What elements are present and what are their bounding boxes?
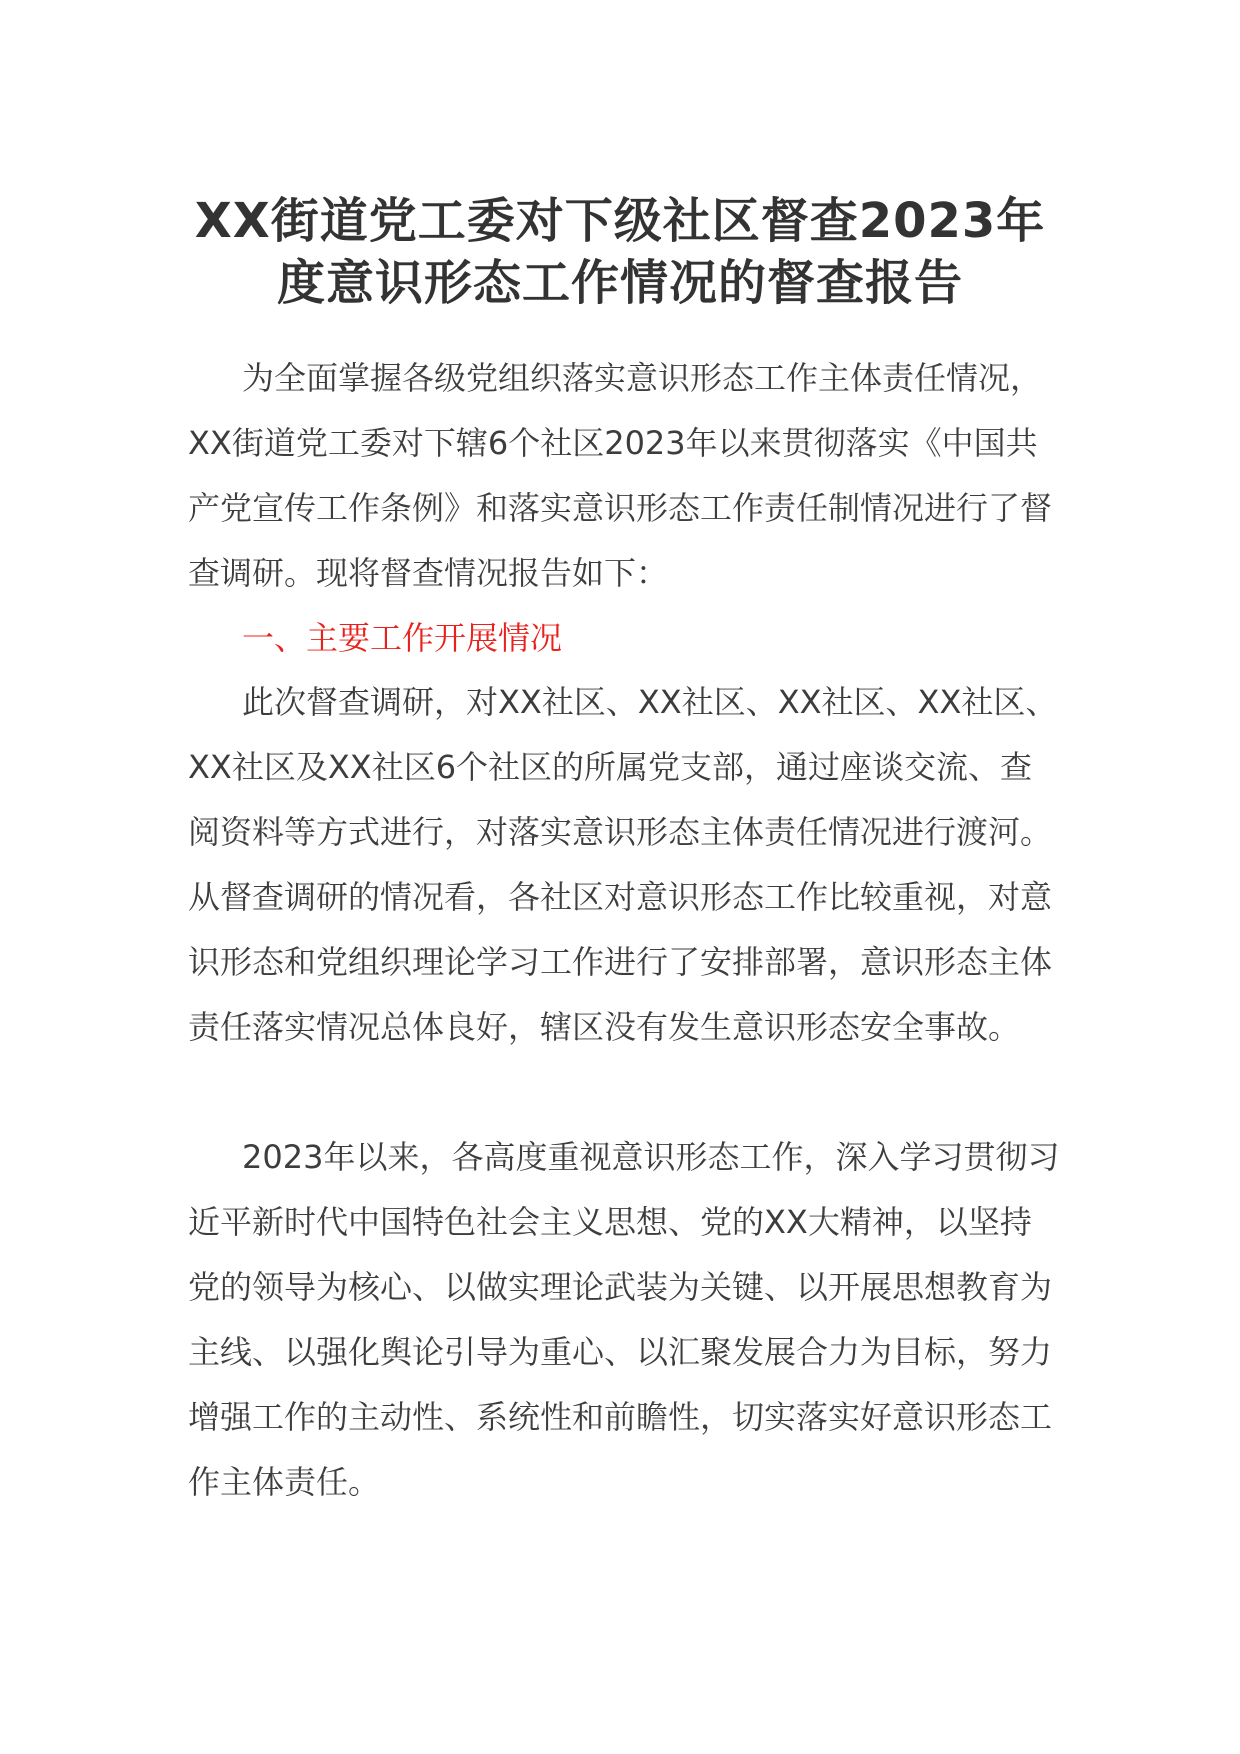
intro-paragraph: 为全面掌握各级党组织落实意识形态工作主体责任情况，XX街道党工委对下辖6个社区2023年以来贯彻落实《中国共产党宣传工作条例》和落实意识形态工作责任制情况进行了督查调研。现将督查情况报告如下： [188,359,1053,592]
section-paragraph-1: 此次督查调研，对XX社区、XX社区、XX社区、XX社区、XX社区及XX社区6个社区的所属党支部，通过座谈交流、查阅资料等方式进行，对落实意识形态主体责任情况进行渡河。从督查调研的情况看，各社区对意识形态工作比较重视，对意识形态和党组织理论学习工作进行了安排部署，意识形态主体责任落实情况总体良好，辖区没有发生意识形态安全事故。 [188,683,1058,1046]
section-paragraph-2: 2023年以来，各高度重视意识形态工作，深入学习贯彻习近平新时代中国特色社会主义思想、党的XX大精神，以坚持党的领导为核心、以做实理论武装为关键、以开展思想教育为主线、以强化舆论引导为重心、以汇聚发展合力为目标，努力增强工作的主动性、系统性和前瞻性，切实落实好意识形态工作主体责任。 [188,1138,1060,1501]
document-title: XX街道党工委对下级社区督查2023年度意识形态工作情况的督查报告 [194,193,1046,311]
section-heading: 一、主要工作开展情况 [242,619,563,657]
